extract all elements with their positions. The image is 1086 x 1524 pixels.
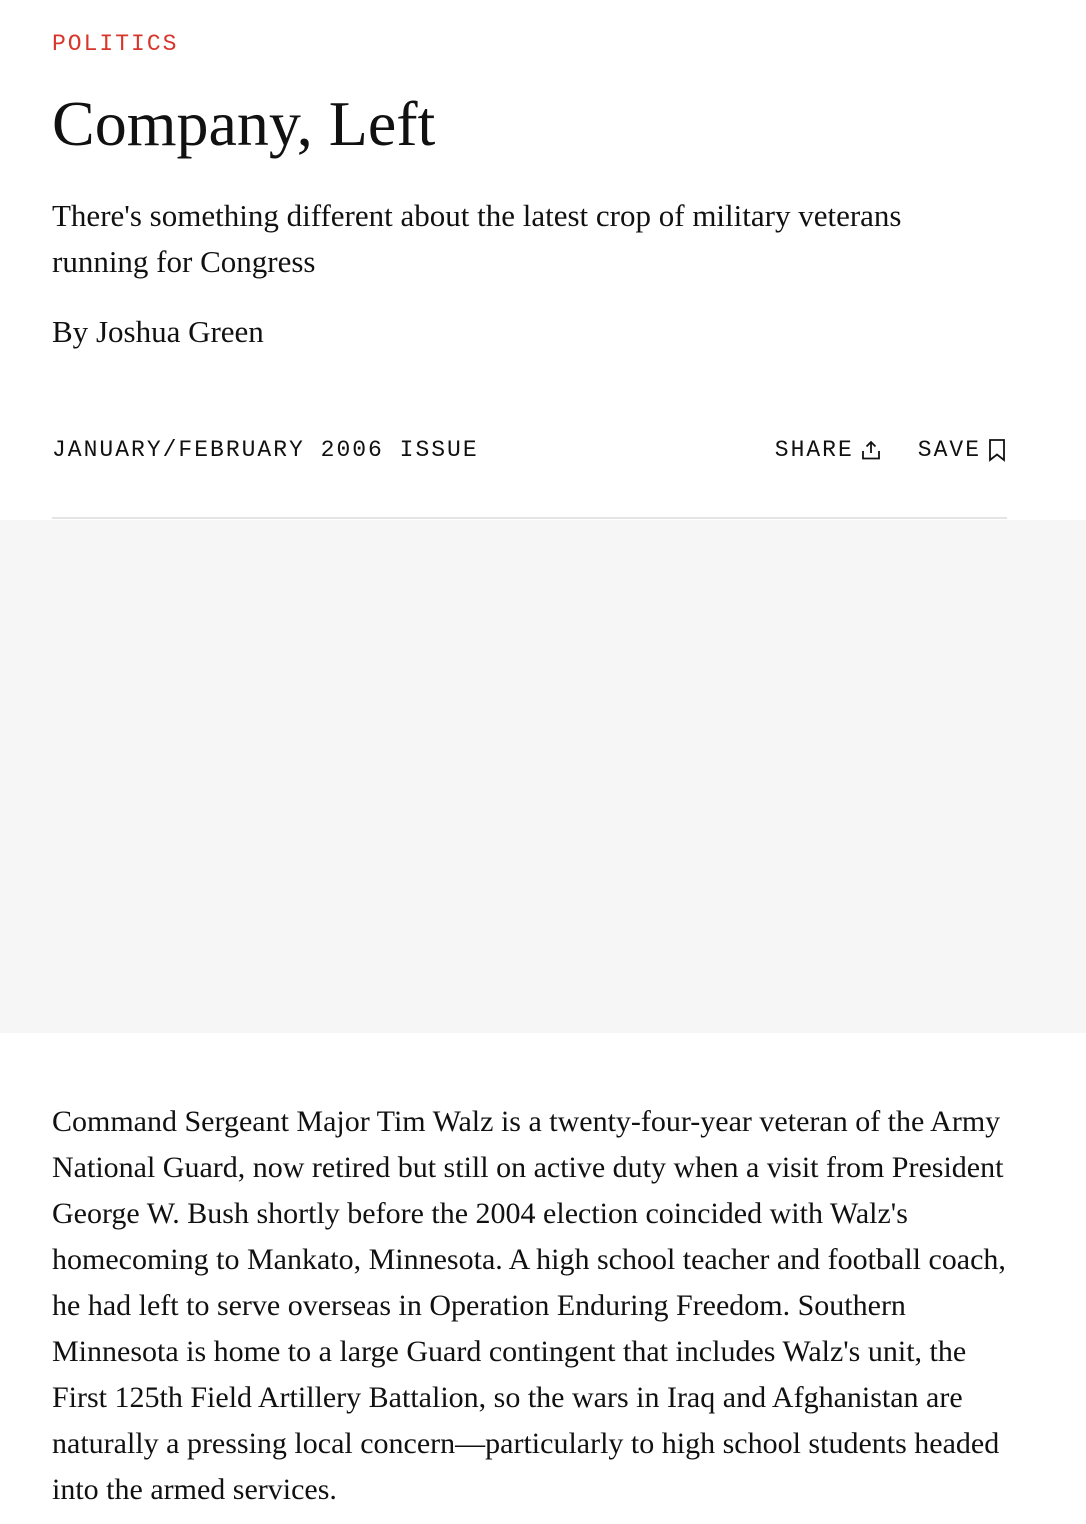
article-title: Company, Left <box>52 88 436 159</box>
author-link[interactable]: Joshua Green <box>95 314 264 349</box>
save-label: SAVE <box>917 437 981 463</box>
share-label: SHARE <box>774 437 854 463</box>
article-dek: There's something different about the latest crop of military veterans running for Congress <box>52 198 902 279</box>
header-divider <box>52 517 1007 519</box>
article-actions <box>775 432 1007 468</box>
bookmark-icon <box>987 438 1007 462</box>
save-button[interactable] <box>918 437 1007 463</box>
article-body-paragraph: Command Sergeant Major Tim Walz is a twenty-four-year veteran of the Army National Guard, now retired but still on active duty when a visit from President George W. Bush shortly before the 2004 election coincided with Walz's homecoming to Mankato, Minnesota. A high school teacher and football coach, he had left to serve overseas in Operation Enduring Freedom. Southern Minnesota is home to a large Guard contingent that includes Walz's unit, the First 125th Field Artillery Battalion, so the wars in Iraq and Afghanistan are naturally a pressing local concern—particularly to high school students headed into the armed services. <box>52 1105 1006 1506</box>
section-label-politics[interactable]: POLITICS <box>52 31 179 57</box>
share-button[interactable] <box>775 437 882 463</box>
article-meta-row <box>52 432 1007 468</box>
byline-prefix: By <box>52 314 96 349</box>
share-icon <box>860 439 882 461</box>
hero-image-placeholder <box>0 520 1086 1033</box>
issue-link[interactable]: JANUARY/FEBRUARY 2006 ISSUE <box>52 437 479 463</box>
byline <box>52 309 264 355</box>
